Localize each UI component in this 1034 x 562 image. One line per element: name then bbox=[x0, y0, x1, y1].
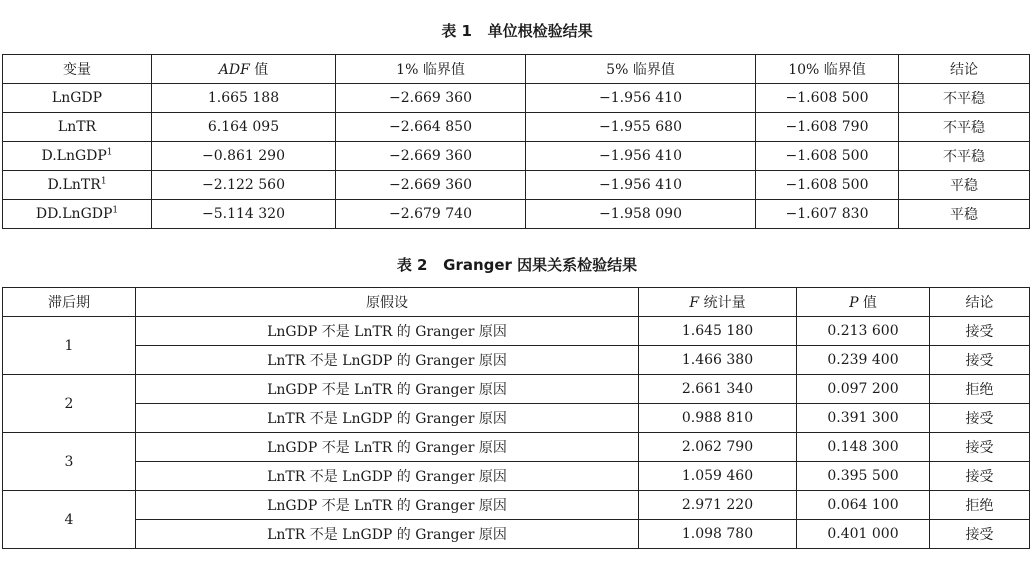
variable-name: D.LnTR bbox=[47, 177, 101, 193]
cell-f-statistic: 1.645 180 bbox=[639, 317, 797, 346]
header-p-value bbox=[797, 288, 930, 317]
cell-conclusion: 接受 bbox=[930, 317, 1030, 346]
cell-p-value: 0.401 000 bbox=[797, 520, 930, 549]
cell-p-value: 0.213 600 bbox=[797, 317, 930, 346]
cell-lag: 2 bbox=[3, 375, 136, 433]
table-row bbox=[3, 375, 1030, 404]
cell-critical-1pct: −2.669 360 bbox=[336, 84, 526, 113]
header-conclusion: 结论 bbox=[899, 55, 1030, 84]
cell-p-value: 0.148 300 bbox=[797, 433, 930, 462]
cell-adf: 6.164 095 bbox=[152, 113, 336, 142]
header-adf-suffix: 值 bbox=[249, 62, 269, 78]
cell-critical-5pct: −1.956 410 bbox=[526, 84, 756, 113]
cell-conclusion: 接受 bbox=[930, 462, 1030, 491]
cell-critical-1pct: −2.679 740 bbox=[336, 200, 526, 229]
header-p-suffix: 值 bbox=[858, 295, 877, 311]
cell-conclusion: 平稳 bbox=[899, 200, 1030, 229]
variable-superscript: 1 bbox=[112, 205, 119, 216]
table-row bbox=[3, 520, 1030, 549]
header-variable: 变量 bbox=[3, 55, 152, 84]
cell-hypothesis: LnGDP 不是 LnTR 的 Granger 原因 bbox=[136, 433, 639, 462]
cell-variable bbox=[3, 200, 152, 229]
cell-f-statistic: 1.098 780 bbox=[639, 520, 797, 549]
header-lag: 滞后期 bbox=[3, 288, 136, 317]
cell-p-value: 0.395 500 bbox=[797, 462, 930, 491]
granger-causality-table bbox=[2, 287, 1030, 549]
table-row bbox=[3, 346, 1030, 375]
header-critical-1pct: 1% 临界值 bbox=[336, 55, 526, 84]
cell-critical-1pct: −2.669 360 bbox=[336, 142, 526, 171]
cell-f-statistic: 2.971 220 bbox=[639, 491, 797, 520]
table-row bbox=[3, 84, 1030, 113]
cell-variable bbox=[3, 171, 152, 200]
cell-variable bbox=[3, 84, 152, 113]
cell-adf: −5.114 320 bbox=[152, 200, 336, 229]
table-row bbox=[3, 200, 1030, 229]
cell-f-statistic: 1.466 380 bbox=[639, 346, 797, 375]
cell-conclusion: 接受 bbox=[930, 433, 1030, 462]
cell-hypothesis: LnGDP 不是 LnTR 的 Granger 原因 bbox=[136, 375, 639, 404]
table2-header-row bbox=[3, 288, 1030, 317]
cell-f-statistic: 2.062 790 bbox=[639, 433, 797, 462]
header-f-italic: F bbox=[689, 295, 700, 311]
variable-name: DD.LnGDP bbox=[35, 206, 113, 222]
header-conclusion-2: 结论 bbox=[930, 288, 1030, 317]
cell-critical-10pct: −1.608 790 bbox=[756, 113, 899, 142]
cell-critical-10pct: −1.608 500 bbox=[756, 142, 899, 171]
cell-critical-10pct: −1.607 830 bbox=[756, 200, 899, 229]
cell-hypothesis: LnTR 不是 LnGDP 的 Granger 原因 bbox=[136, 346, 639, 375]
cell-conclusion: 接受 bbox=[930, 404, 1030, 433]
header-null-hypothesis: 原假设 bbox=[136, 288, 639, 317]
cell-conclusion: 拒绝 bbox=[930, 375, 1030, 404]
cell-hypothesis: LnTR 不是 LnGDP 的 Granger 原因 bbox=[136, 520, 639, 549]
cell-p-value: 0.239 400 bbox=[797, 346, 930, 375]
table-row bbox=[3, 142, 1030, 171]
cell-conclusion: 不平稳 bbox=[899, 84, 1030, 113]
cell-conclusion: 接受 bbox=[930, 346, 1030, 375]
cell-conclusion: 平稳 bbox=[899, 171, 1030, 200]
cell-p-value: 0.391 300 bbox=[797, 404, 930, 433]
header-p-italic: P bbox=[849, 295, 859, 311]
table-row bbox=[3, 491, 1030, 520]
table-row bbox=[3, 317, 1030, 346]
cell-adf: −0.861 290 bbox=[152, 142, 336, 171]
cell-critical-1pct: −2.664 850 bbox=[336, 113, 526, 142]
variable-name: LnGDP bbox=[51, 90, 103, 106]
table-row bbox=[3, 113, 1030, 142]
cell-p-value: 0.064 100 bbox=[797, 491, 930, 520]
cell-variable bbox=[3, 142, 152, 171]
variable-superscript: 1 bbox=[100, 176, 107, 187]
cell-critical-5pct: −1.958 090 bbox=[526, 200, 756, 229]
cell-conclusion: 接受 bbox=[930, 520, 1030, 549]
cell-hypothesis: LnTR 不是 LnGDP 的 Granger 原因 bbox=[136, 404, 639, 433]
header-adf-italic: ADF bbox=[218, 62, 250, 78]
cell-f-statistic: 1.059 460 bbox=[639, 462, 797, 491]
header-adf bbox=[152, 55, 336, 84]
header-f-suffix: 统计量 bbox=[699, 295, 746, 311]
table-row bbox=[3, 404, 1030, 433]
cell-critical-5pct: −1.955 680 bbox=[526, 113, 756, 142]
table1-caption: 表 1 单位根检验结果 bbox=[441, 22, 593, 40]
cell-critical-10pct: −1.608 500 bbox=[756, 171, 899, 200]
cell-conclusion: 拒绝 bbox=[930, 491, 1030, 520]
variable-name: LnTR bbox=[57, 119, 97, 135]
unit-root-test-table bbox=[2, 54, 1030, 229]
variable-name: D.LnGDP bbox=[41, 148, 107, 164]
table-row bbox=[3, 462, 1030, 491]
cell-adf: −2.122 560 bbox=[152, 171, 336, 200]
cell-conclusion: 不平稳 bbox=[899, 113, 1030, 142]
cell-f-statistic: 2.661 340 bbox=[639, 375, 797, 404]
table-row bbox=[3, 171, 1030, 200]
cell-hypothesis: LnGDP 不是 LnTR 的 Granger 原因 bbox=[136, 317, 639, 346]
table-row bbox=[3, 433, 1030, 462]
cell-variable bbox=[3, 113, 152, 142]
header-critical-5pct: 5% 临界值 bbox=[526, 55, 756, 84]
cell-hypothesis: LnTR 不是 LnGDP 的 Granger 原因 bbox=[136, 462, 639, 491]
cell-adf: 1.665 188 bbox=[152, 84, 336, 113]
cell-critical-10pct: −1.608 500 bbox=[756, 84, 899, 113]
table1-header-row bbox=[3, 55, 1030, 84]
cell-critical-1pct: −2.669 360 bbox=[336, 171, 526, 200]
cell-lag: 1 bbox=[3, 317, 136, 375]
cell-f-statistic: 0.988 810 bbox=[639, 404, 797, 433]
cell-conclusion: 不平稳 bbox=[899, 142, 1030, 171]
cell-lag: 3 bbox=[3, 433, 136, 491]
cell-critical-5pct: −1.956 410 bbox=[526, 171, 756, 200]
cell-p-value: 0.097 200 bbox=[797, 375, 930, 404]
table2-caption: 表 2 Granger 因果关系检验结果 bbox=[396, 256, 638, 274]
header-critical-10pct: 10% 临界值 bbox=[756, 55, 899, 84]
header-f-statistic bbox=[639, 288, 797, 317]
cell-lag: 4 bbox=[3, 491, 136, 549]
cell-hypothesis: LnGDP 不是 LnTR 的 Granger 原因 bbox=[136, 491, 639, 520]
cell-critical-5pct: −1.956 410 bbox=[526, 142, 756, 171]
variable-superscript: 1 bbox=[106, 147, 113, 158]
